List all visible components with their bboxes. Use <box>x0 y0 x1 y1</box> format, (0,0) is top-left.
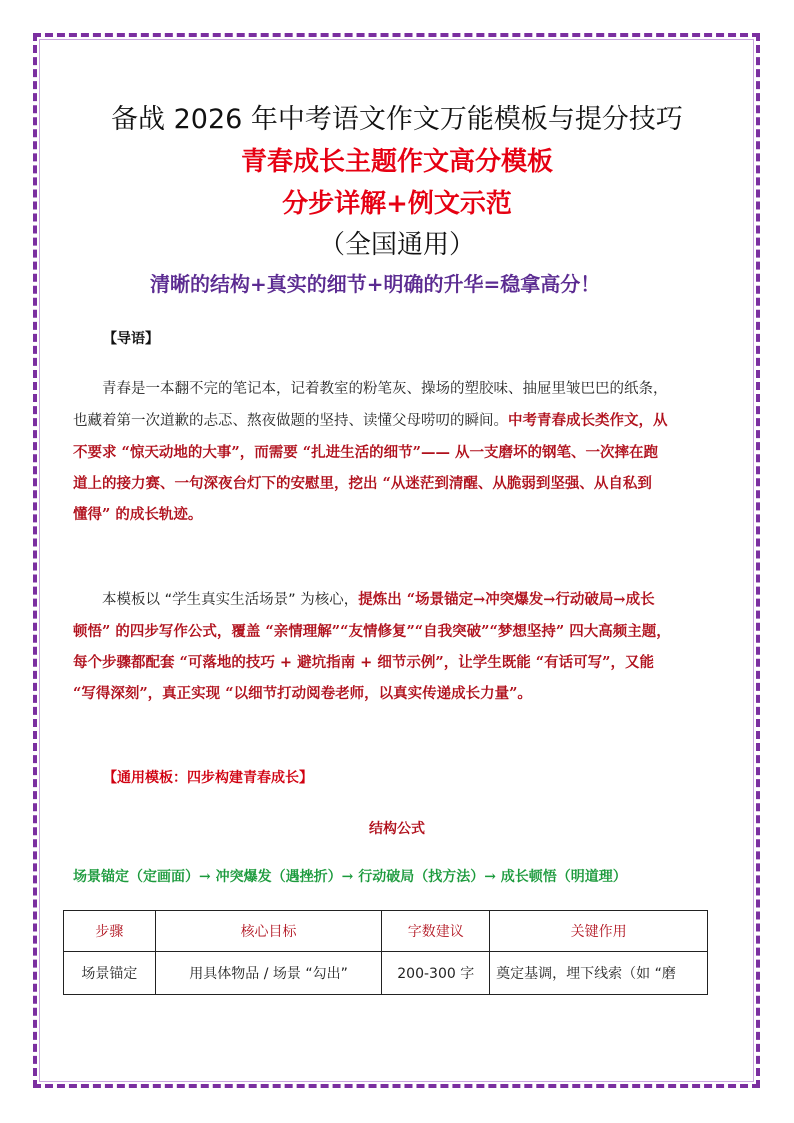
table-cell-role: 奠定基调，埋下线索（如 “磨 <box>490 952 708 995</box>
intro-p1-line3: 不要求 “惊天动地的大事”，而需要 “扎进生活的细节”—— 从一支磨坏的钢笔、一次摔在跑 <box>73 444 659 461</box>
table-cell-step: 场景锚定 <box>64 952 156 995</box>
document-subtitle-format: 分步详解+例文示范 <box>282 189 512 219</box>
table-row <box>64 952 708 995</box>
table-header-step: 步骤 <box>64 911 156 952</box>
intro-p2-line2: 顿悟” 的四步写作公式，覆盖 “亲情理解”“友情修复”“自我突破”“梦想坚持” 四大高频主题， <box>73 623 671 640</box>
steps-table <box>63 910 708 995</box>
document-subtitle-theme: 青春成长主题作文高分模板 <box>240 147 553 177</box>
intro-p1-line2: 也藏着第一次道歉的忐忑、熬夜做题的坚持、读懂父母唠叨的瞬间。中考青春成长类作文，从 <box>73 412 668 429</box>
intro-p1-line4: 道上的接力赛、一句深夜台灯下的安慰里，挖出 “从迷茫到清醒、从脆弱到坚强、从自私到 <box>73 475 652 492</box>
document-scope: （全国通用） <box>318 230 475 260</box>
intro-paragraph-1 <box>73 374 723 530</box>
table-cell-wordcount: 200-300 字 <box>382 952 490 995</box>
intro-p2-line4: “写得深刻”，真正实现 “以细节打动阅卷老师，以真实传递成长力量”。 <box>73 685 532 702</box>
intro-p2-line1: 本模板以 “学生真实生活场景” 为核心，提炼出 “场景锚定→冲突爆发→行动破局→成长 <box>102 591 655 608</box>
structure-formula: 场景锚定（定画面）→ 冲突爆发（遇挫折）→ 行动破局（找方法）→ 成长顿悟（明道理） <box>73 869 627 885</box>
table-header-row <box>64 911 708 952</box>
template-heading: 【通用模板：四步构建青春成长】 <box>103 770 313 786</box>
intro-heading: 【导语】 <box>103 331 159 347</box>
intro-paragraph-2 <box>73 584 723 709</box>
document-slogan: 清晰的结构+真实的细节+明确的升华=稳拿高分！ <box>150 272 601 296</box>
intro-p1-line1: 青春是一本翻不完的笔记本，记着教室的粉笔灰、操场的塑胶味、抽屉里皱巴巴的纸条， <box>102 381 668 397</box>
intro-p2-line3: 每个步骤都配套 “可落地的技巧 + 避坑指南 + 细节示例”，让学生既能 “有话可写”，又能 <box>73 654 654 671</box>
formula-title: 结构公式 <box>369 821 425 837</box>
table-header-role: 关键作用 <box>490 911 708 952</box>
table-header-goal: 核心目标 <box>155 911 382 952</box>
document-title: 备战 2026 年中考语文作文万能模板与提分技巧 <box>111 104 683 135</box>
table-header-wordcount: 字数建议 <box>382 911 490 952</box>
table-cell-goal: 用具体物品 / 场景 “勾出” <box>155 952 382 995</box>
intro-p1-line5: 懂得” 的成长轨迹。 <box>73 506 203 523</box>
